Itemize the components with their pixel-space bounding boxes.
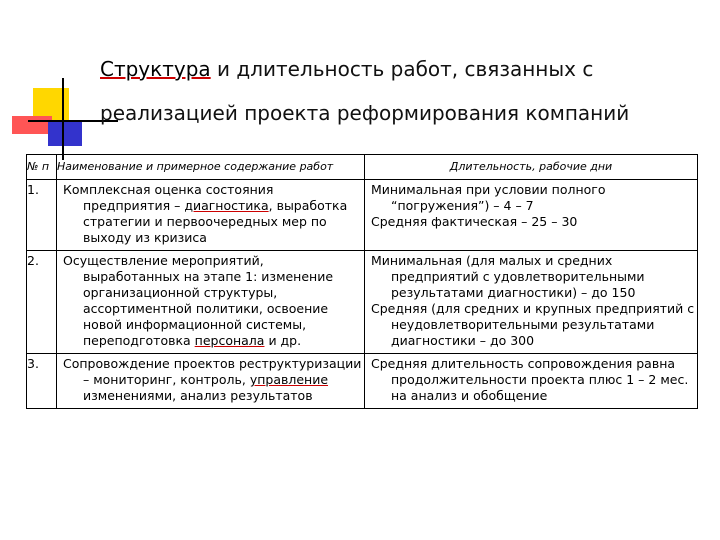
duration-line: Минимальная (для малых и средних предприятий с удовлетворительными результатами диагностики) – до 150 <box>371 253 645 300</box>
link-personnel[interactable]: персонала <box>194 333 265 348</box>
row-duration-cell <box>365 251 698 354</box>
row-name-cell <box>57 354 365 409</box>
row-name-part: Сопровождение проектов реструктуризации – мониторинг, контроль, <box>63 356 362 387</box>
row-name-part: изменениями, анализ результатов <box>83 388 313 403</box>
slide-title-line-2: реализацией проекта реформирования компаний <box>100 101 630 125</box>
row-duration-cell <box>365 180 698 251</box>
row-name-text <box>57 182 364 246</box>
row-name-cell <box>57 251 365 354</box>
decor-vertical-line <box>62 78 64 160</box>
duration-line: Средняя (для средних и крупных предприятий с неудовлетворительными результатами диагностики – до 300 <box>371 301 695 348</box>
link-management[interactable]: управление <box>249 372 329 387</box>
row-name-text <box>57 356 364 404</box>
duration-line: Средняя фактическая – 25 – 30 <box>371 214 578 229</box>
row-number: 1. <box>27 180 57 251</box>
row-number: 3. <box>27 354 57 409</box>
table-row <box>27 354 698 409</box>
row-name-part: Комплексная оценка состояния предприятия – <box>63 182 274 213</box>
title-line-1-rest: и длительность работ, связанных с <box>210 57 594 81</box>
row-duration-cell <box>365 354 698 409</box>
row-number: 2. <box>27 251 57 354</box>
slide-title-line-1 <box>100 56 710 82</box>
header-name: Наименование и примерное содержание работ <box>57 155 365 180</box>
duration-line: Средняя длительность сопровождения равна продолжительности проекта плюс 1 – 2 мес. на анализ и обобщение <box>371 356 689 403</box>
table-row <box>27 251 698 354</box>
decor-blue-square <box>48 120 82 146</box>
duration-line: Минимальная при условии полного “погружения”) – 4 – 7 <box>371 182 606 213</box>
row-name-part: Осуществление мероприятий, выработанных на этапе 1: изменение организационной структуры, ассортиментной политики, освоение новой информационной системы, переподготовка <box>63 253 334 348</box>
row-name-text <box>57 253 364 349</box>
row-name-part: , выработка стратегии и первоочередных мер по выходу из кризиса <box>83 198 348 245</box>
table-row <box>27 180 698 251</box>
header-num: № п <box>27 155 57 180</box>
row-name-cell <box>57 180 365 251</box>
decor-red-bar <box>12 116 52 134</box>
works-table <box>26 154 698 409</box>
row-name-part: и др. <box>264 333 302 348</box>
link-diagnostics[interactable]: диагностика <box>184 198 269 213</box>
title-link-structure[interactable]: Структура <box>100 57 211 81</box>
table-header-row <box>27 155 698 180</box>
header-duration: Длительность, рабочие дни <box>365 155 698 180</box>
